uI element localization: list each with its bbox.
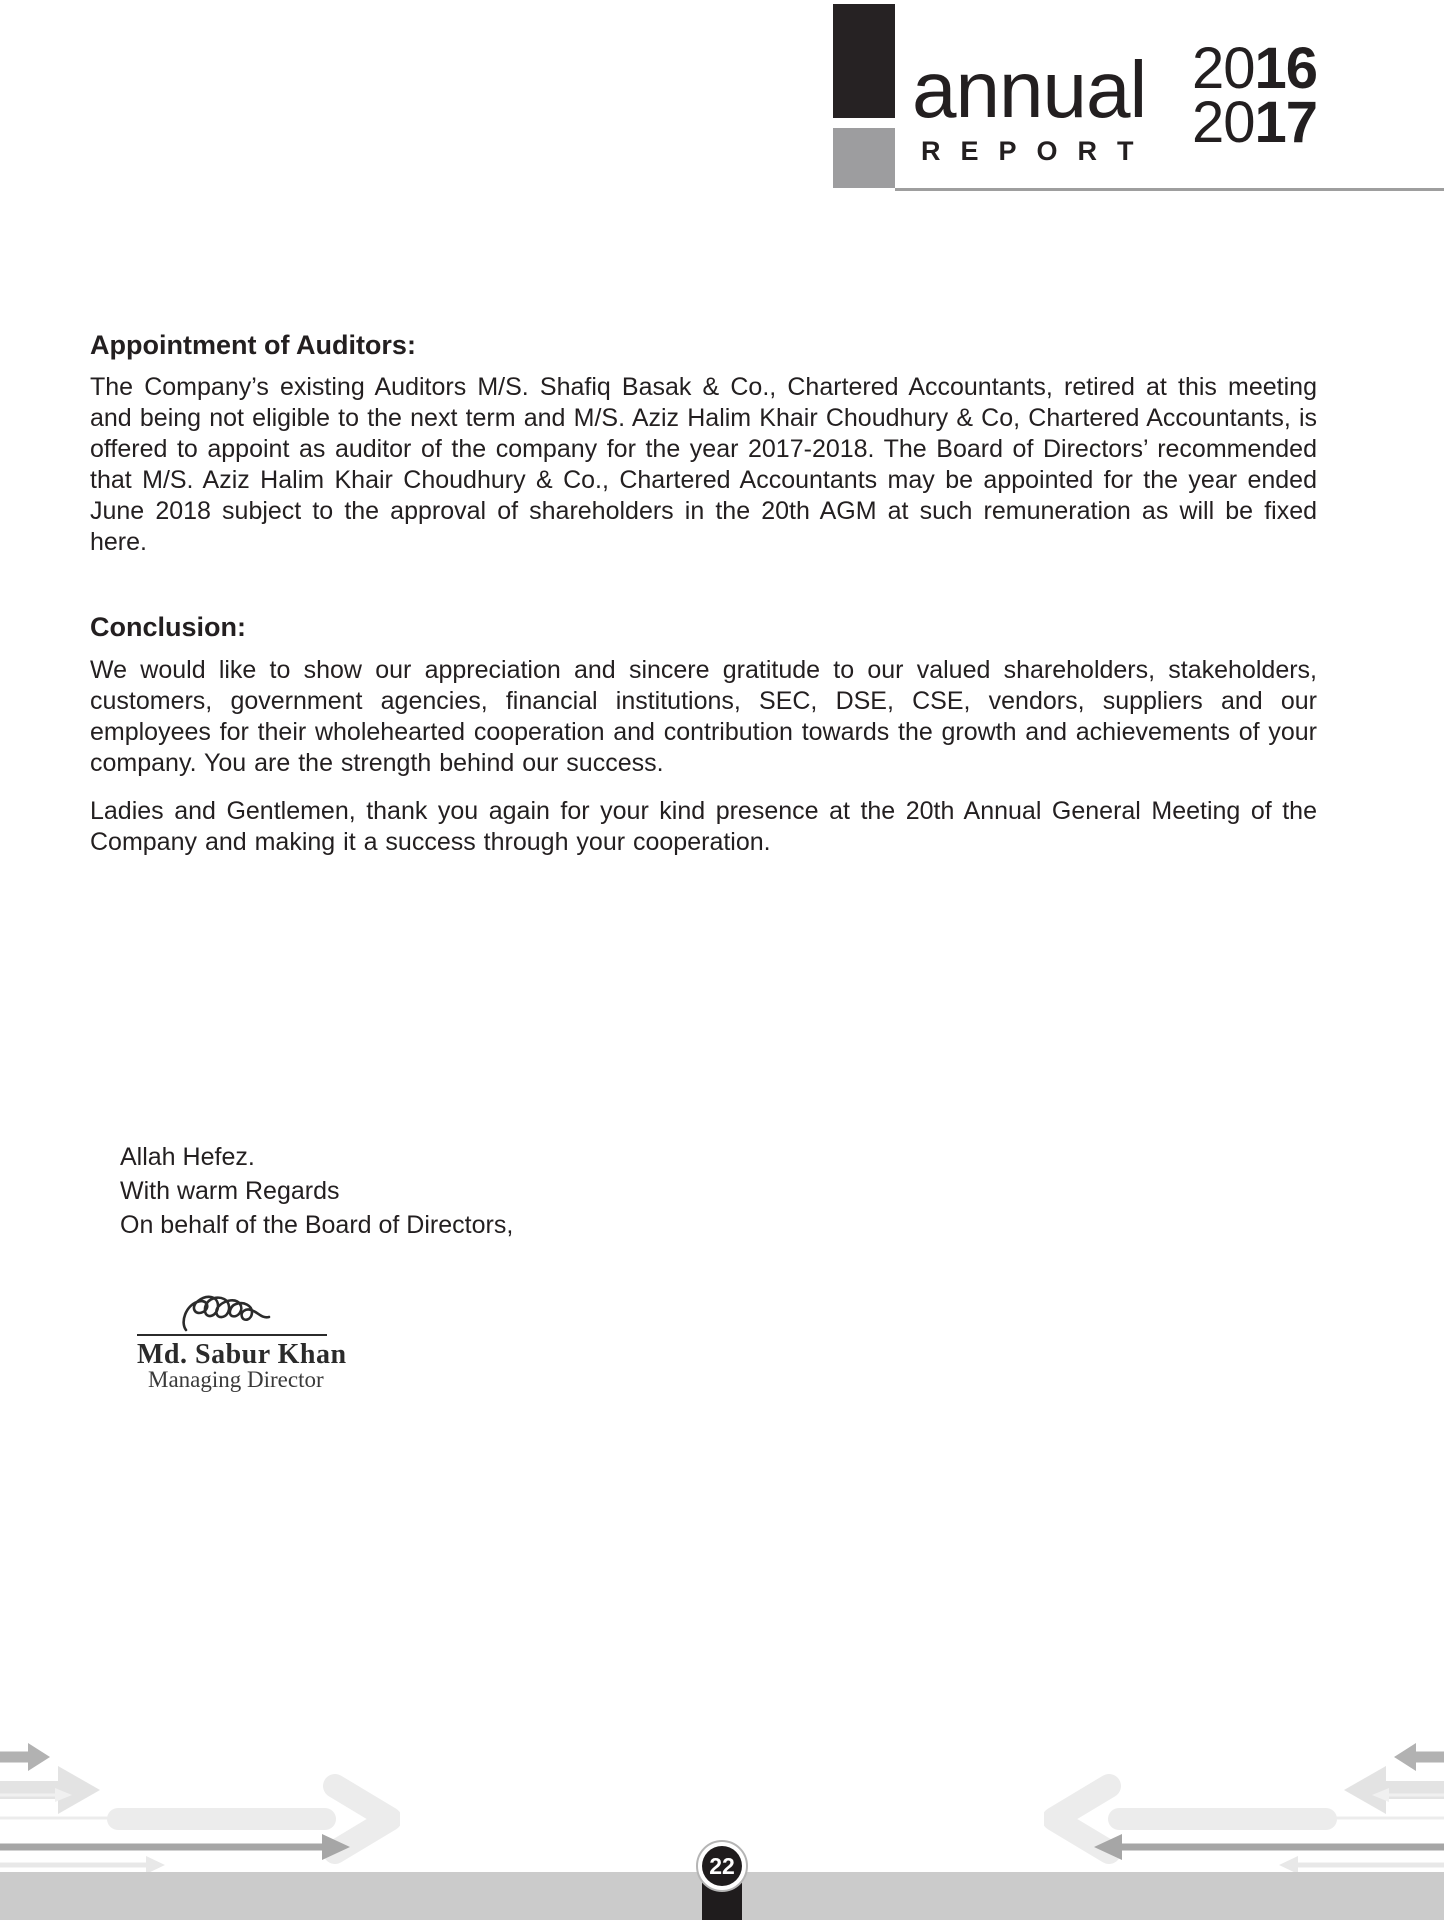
closing-line-3: On behalf of the Board of Directors, <box>120 1211 514 1239</box>
logo-report-wordmark: REPORT <box>921 136 1154 166</box>
logo-years <box>1192 36 1318 155</box>
auditors-heading: Appointment of Auditors: <box>90 330 416 360</box>
closing-line-2: With warm Regards <box>120 1177 340 1205</box>
conclusion-heading: Conclusion: <box>90 612 246 642</box>
signatory-title: Managing Director <box>148 1367 324 1392</box>
closing-line-1: Allah Hefez. <box>120 1143 255 1171</box>
conclusion-paragraph-1: We would like to show our appreciation and sincere gratitude to our valued shareholders, stakeholders, customers, government agencies, financial institutions, SEC, DSE, CSE, vendors, suppliers and our employees for their wholehearted cooperation and contribution towards the growth and achievements of your company. You are the strength behind our success. <box>90 656 1317 777</box>
auditors-paragraph: The Company’s existing Auditors M/S. Shafiq Basak & Co., Chartered Accountants, retired at this meeting and being not eligible to the next term and M/S. Aziz Halim Khair Choudhury & Co, Chartered Accountants, is offered to appoint as auditor of the company for the year 2017-2018. The Board of Directors’ recommended that M/S. Aziz Halim Khair Choudhury & Co., Chartered Accountants may be appointed for the year ended June 2018 subject to the approval of shareholders in the 20th AGM at such remuneration as will be fixed here. <box>90 373 1317 556</box>
footer-arrows-left <box>0 1738 400 1878</box>
page-number: 22 <box>702 1846 742 1886</box>
header-divider-line <box>895 188 1444 191</box>
logo-black-block <box>833 4 895 118</box>
logo-annual-wordmark: annual <box>912 45 1147 134</box>
logo-gray-block <box>833 128 895 188</box>
signature-line <box>137 1334 327 1336</box>
footer-arrows-right <box>1044 1738 1444 1878</box>
signature-scribble <box>178 1292 273 1334</box>
logo-year-2017: 2017 <box>1192 90 1318 155</box>
conclusion-paragraph-2: Ladies and Gentlemen, thank you again for your kind presence at the 20th Annual General Meeting of the Company and making it a success through your cooperation. <box>90 797 1317 856</box>
signatory-name: Md. Sabur Khan <box>137 1339 347 1370</box>
logo-year-2016: 2016 <box>1192 36 1318 101</box>
page-number-badge <box>696 1840 748 1892</box>
closing-block <box>120 1140 513 1242</box>
